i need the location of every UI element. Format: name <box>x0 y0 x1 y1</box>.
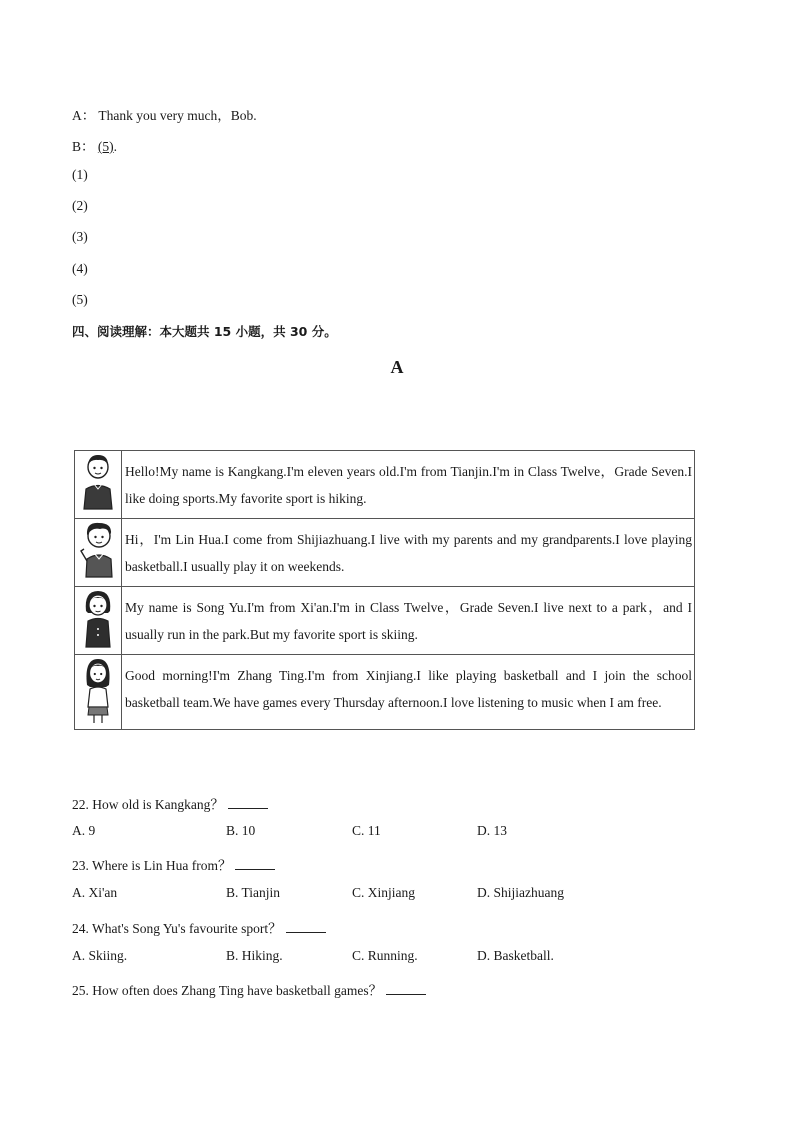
passage-title: A <box>390 357 404 377</box>
option-b[interactable]: B. Hiking. <box>226 948 283 963</box>
option-b[interactable]: B. Tianjin <box>226 885 281 900</box>
option-d[interactable]: D. 13 <box>477 823 507 838</box>
avatar-cell <box>75 587 122 655</box>
option-d[interactable]: D. Basketball. <box>477 948 554 963</box>
question-stem: 24. What's Song Yu's favourite sport？ <box>72 921 282 936</box>
question-22 <box>72 793 268 813</box>
boy-short-hair-icon <box>78 451 118 511</box>
dialogue-line-a <box>72 104 257 124</box>
option-b[interactable]: B. 10 <box>226 823 256 838</box>
girl-long-hair-icon <box>78 655 118 725</box>
options-23 <box>72 885 732 905</box>
question-stem: 23. Where is Lin Hua from？ <box>72 858 232 873</box>
profile-row <box>75 655 695 730</box>
profiles-table <box>74 450 695 730</box>
answer-blank: (5) <box>97 139 114 154</box>
avatar-cell <box>75 655 122 730</box>
speaker-label: A： <box>72 108 96 123</box>
answer-line-5: (5) <box>72 292 88 307</box>
question-stem: 25. How often does Zhang Ting have basketball games？ <box>72 983 383 998</box>
dialogue-text: Thank you very much，Bob. <box>98 108 257 123</box>
option-a[interactable]: A. Skiing. <box>72 948 128 963</box>
profile-row <box>75 587 695 655</box>
options-22 <box>72 823 732 843</box>
question-stem: 22. How old is Kangkang？ <box>72 797 224 812</box>
dialogue-line-b <box>72 135 117 155</box>
profile-row <box>75 519 695 587</box>
answer-underline[interactable] <box>386 982 426 995</box>
profile-text: My name is Song Yu.I'm from Xi'an.I'm in Class Twelve，Grade Seven.I live next to a park，and I usually run in the park.But my favorite sport is skiing. <box>122 587 695 655</box>
dialogue-tail: . <box>113 139 118 154</box>
options-24 <box>72 948 732 968</box>
option-c[interactable]: C. 11 <box>352 823 381 838</box>
answer-line-4: (4) <box>72 261 88 276</box>
speaker-label: B： <box>72 139 95 154</box>
answer-line-1: (1) <box>72 167 88 182</box>
profile-row <box>75 451 695 519</box>
option-d[interactable]: D. Shijiazhuang <box>477 885 564 900</box>
profile-text: Hi，I'm Lin Hua.I come from Shijiazhuang.I live with my parents and my grandparents.I love playing basketball.I usually play it on weekends. <box>122 519 695 587</box>
answer-underline[interactable] <box>228 796 268 809</box>
profile-text: Good morning!I'm Zhang Ting.I'm from Xinjiang.I like playing basketball and I join the school basketball team.We have games every Thursday afternoon.I love listening to music when I am free. <box>122 655 695 730</box>
answer-line-2: (2) <box>72 198 88 213</box>
option-c[interactable]: C. Xinjiang <box>352 885 415 900</box>
question-23 <box>72 854 275 874</box>
question-24 <box>72 917 326 937</box>
answer-line-3: (3) <box>72 229 88 244</box>
girl-short-hair-icon <box>78 587 118 649</box>
section-heading: 四、阅读理解：本大题共 15 小题，共 30 分。 <box>72 324 337 339</box>
option-c[interactable]: C. Running. <box>352 948 418 963</box>
profile-text: Hello!My name is Kangkang.I'm eleven years old.I'm from Tianjin.I'm in Class Twelve，Grade Seven.I like doing sports.My favorite sport is hiking. <box>122 451 695 519</box>
boy-waving-icon <box>78 519 118 579</box>
answer-underline[interactable] <box>235 857 275 870</box>
option-a[interactable]: A. 9 <box>72 823 96 838</box>
answer-underline[interactable] <box>286 920 326 933</box>
question-25 <box>72 979 426 999</box>
option-a[interactable]: A. Xi'an <box>72 885 118 900</box>
avatar-cell <box>75 519 122 587</box>
avatar-cell <box>75 451 122 519</box>
